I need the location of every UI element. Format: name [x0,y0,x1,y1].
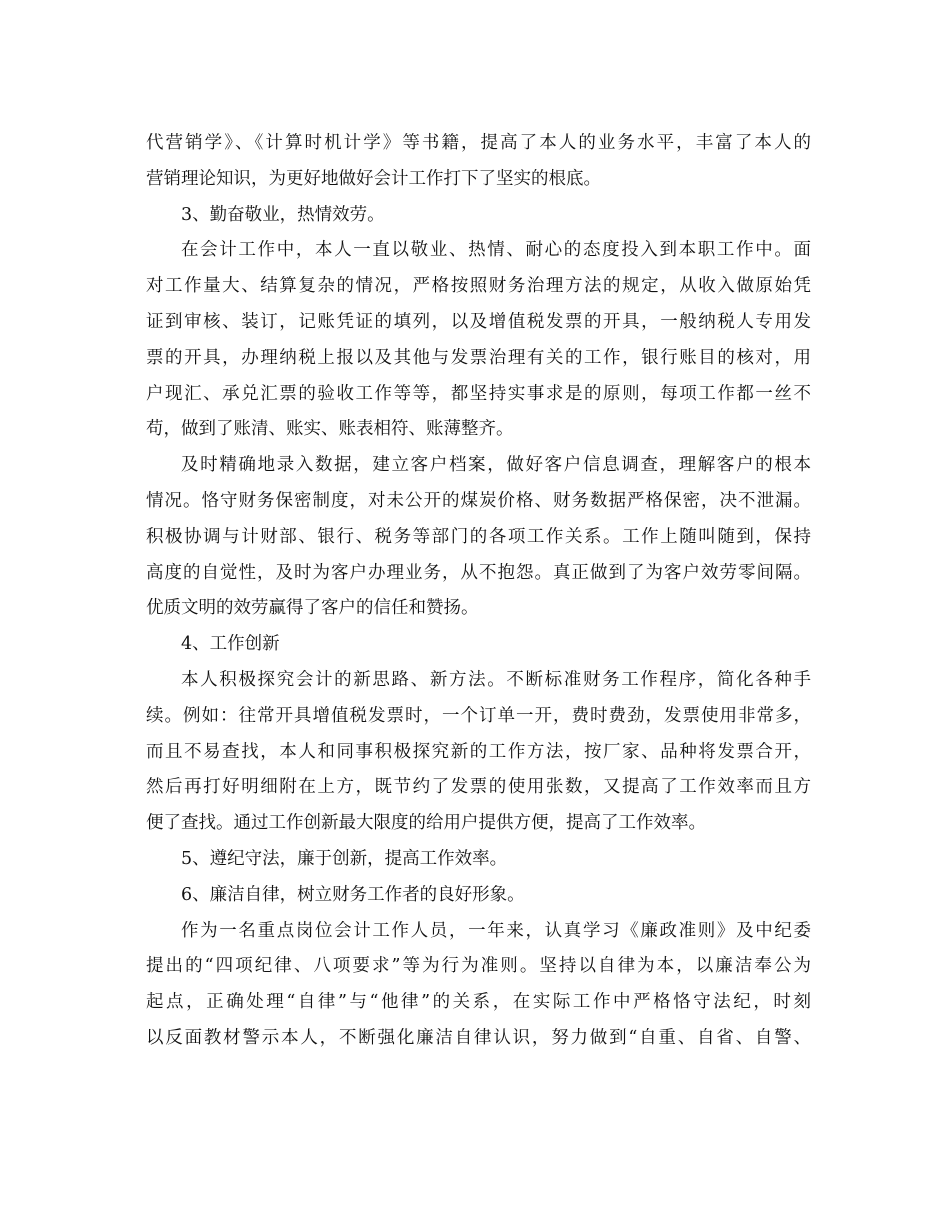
heading-item-3 [146,198,811,234]
text-line: 提出的“四项纪律、八项要求”等为行为准则。坚持以自律为本，以廉洁奉公为 [146,956,811,977]
text-line: 对工作量大、结算复杂的情况，严格按照财务治理方法的规定，从收入做原始凭 [146,276,811,297]
text-line: 代营销学》、《计算时机计学》等书籍，提高了本人的业务水平，丰富了本人的 [146,133,811,153]
text-line: 情况。恪守财务保密制度，对未公开的煤炭价格、财务数据严格保密，决不泄漏。 [146,490,811,511]
text-line: 营销理论知识，为更好地做好会计工作打下了坚实的根底。 [146,168,601,189]
text-line: 优质文明的效劳赢得了客户的信任和赞扬。 [146,598,479,619]
text-line: 在会计工作中，本人一直以敬业、热情、耐心的态度投入到本职工作中。面 [181,240,811,261]
paragraph-5 [146,914,811,1057]
paragraph-4 [146,663,811,842]
document-body [146,126,811,1057]
text-line: 便了查找。通过工作创新最大限度的给用户提供方便，提高了工作效率。 [146,813,706,834]
text-line: 续。例如：往常开具增值税发票时，一个订单一开，费时费劲，发票使用非常多， [146,705,811,726]
text-line: 作为一名重点岗位会计工作人员，一年来，认真学习《廉政准则》及中纪委 [181,920,811,941]
text-line: 然后再打好明细附在上方，既节约了发票的使用张数，又提高了工作效率而且方 [146,777,811,798]
text-line: 4、工作创新 [181,634,280,655]
paragraph-2 [146,233,811,448]
paragraph-3 [146,448,811,627]
text-line: 本人积极探究会计的新思路、新方法。不断标准财务工作程序，简化各种手 [181,669,811,690]
text-line: 及时精确地录入数据，建立客户档案，做好客户信息调查，理解客户的根本 [181,455,811,476]
heading-item-5 [146,842,811,878]
text-line: 证到审核、装订，记账凭证的填列，以及增值税发票的开具，一般纳税人专用发 [146,311,811,332]
text-line: 6、廉洁自律，树立财务工作者的良好形象。 [181,884,525,905]
text-line: 户现汇、承兑汇票的验收工作等等，都坚持实事求是的原则，每项工作都一丝不 [146,383,811,404]
heading-item-4 [146,627,811,663]
paragraph-1 [146,126,811,198]
text-line: 以反面教材警示本人，不断强化廉洁自律认识，努力做到“自重、自省、自警、 [146,1027,811,1048]
heading-item-6 [146,878,811,914]
text-line: 高度的自觉性，及时为客户办理业务，从不抱怨。真正做到了为客户效劳零间隔。 [146,562,811,583]
text-line: 起点，正确处理“自律”与“他律”的关系，在实际工作中严格恪守法纪，时刻 [146,992,811,1013]
text-line: 而且不易查找，本人和同事积极探究新的工作方法，按厂家、品种将发票合开， [146,741,811,762]
text-line: 票的开具，办理纳税上报以及其他与发票治理有关的工作，银行账目的核对，用 [146,347,811,368]
text-line: 3、勤奋敬业，热情效劳。 [181,204,385,225]
text-line: 苟，做到了账清、账实、账表相符、账薄整齐。 [146,419,514,440]
text-line: 积极协调与计财部、银行、税务等部门的各项工作关系。工作上随叫随到，保持 [146,526,811,547]
text-line: 5、遵纪守法，廉于创新，提高工作效率。 [181,848,508,869]
